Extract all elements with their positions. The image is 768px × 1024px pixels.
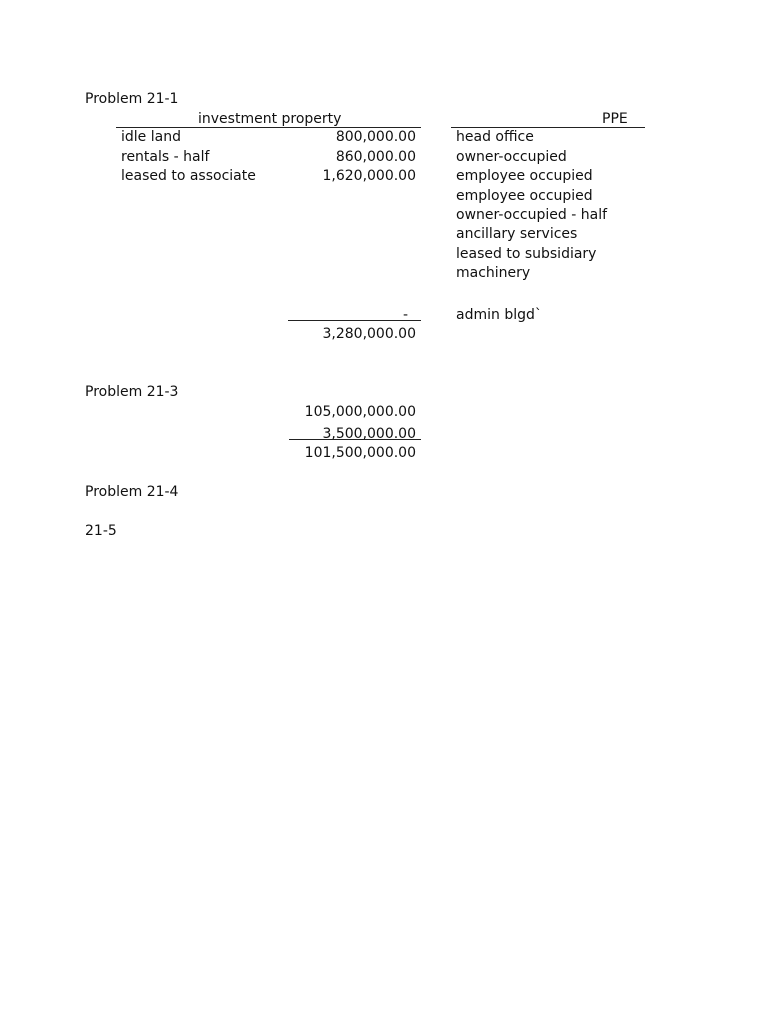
problem-21-4-title: Problem 21-4 xyxy=(85,484,179,500)
ip-total: 3,280,000.00 xyxy=(322,326,416,342)
p21-3-amount: 3,500,000.00 xyxy=(322,426,416,442)
problem-21-1-title: Problem 21-1 xyxy=(85,91,179,107)
ppe-item: ancillary services xyxy=(456,226,578,242)
ip-dash: - xyxy=(402,307,408,323)
ip-item-label: leased to associate xyxy=(121,168,256,184)
ppe-item: leased to subsidiary xyxy=(456,246,597,262)
p21-3-amount: 105,000,000.00 xyxy=(304,404,416,420)
ip-item-label: rentals - half xyxy=(121,149,210,165)
ppe-item: employee occupied xyxy=(456,188,593,204)
problem-21-3-title: Problem 21-3 xyxy=(85,384,179,400)
p21-3-result: 101,500,000.00 xyxy=(304,445,416,461)
ip-subtotal-rule xyxy=(288,320,421,321)
ppe-header: PPE xyxy=(602,111,628,127)
ip-item-amount: 800,000.00 xyxy=(335,129,416,145)
ppe-item: head office xyxy=(456,129,534,145)
investment-property-header: investment property xyxy=(198,111,342,127)
ppe-item-admin: admin blgd` xyxy=(456,307,542,323)
ip-item-label: idle land xyxy=(121,129,181,145)
ppe-item: employee occupied xyxy=(456,168,593,184)
ppe-item: owner-occupied - half xyxy=(456,207,608,223)
ip-item-amount: 1,620,000.00 xyxy=(322,168,416,184)
problem-21-5-title: 21-5 xyxy=(85,523,117,539)
ip-item-amount: 860,000.00 xyxy=(335,149,416,165)
p21-3-rule xyxy=(289,439,421,440)
ppe-item: owner-occupied xyxy=(456,149,567,165)
ppe-item: machinery xyxy=(456,265,531,281)
